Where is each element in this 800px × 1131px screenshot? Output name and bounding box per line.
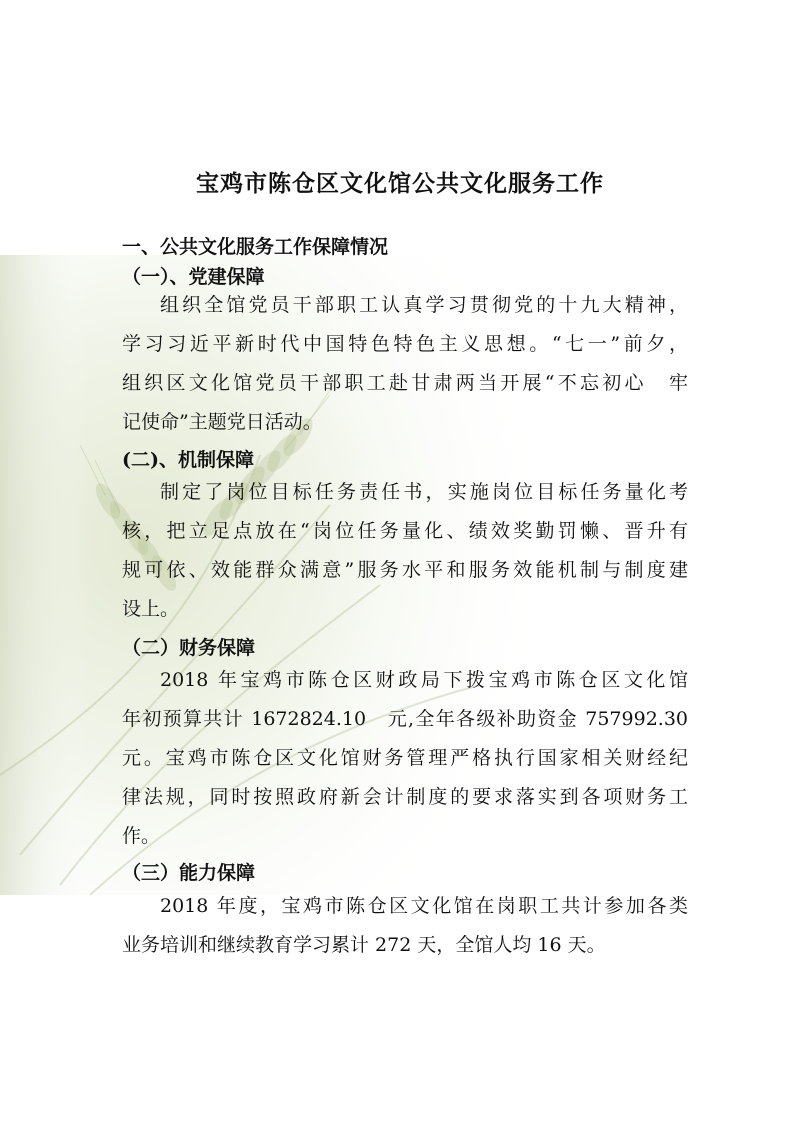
text-line: 记使命”主题党日活动。 [122, 411, 322, 433]
document-title: 宝鸡市陈仓区文化馆公共文化服务工作 [196, 170, 604, 197]
text-line: 制定了岗位目标任务责任书，实施岗位目标任务量化考 [160, 481, 688, 503]
text-line: 组织全馆党员干部职工认真学习贯彻党的十九大精神， [160, 294, 688, 316]
text-line: 核，把立足点放在“岗位任务量化、绩效奖勤罚懒、晋升有 [122, 520, 688, 542]
paragraph-finance [122, 661, 688, 856]
subsection-heading-party: （一）、党建保障 [122, 266, 265, 288]
text-line: 律法规，同时按照政府新会计制度的要求落实到各项财务工 [122, 786, 688, 808]
text-line: 2018 年宝鸡市陈仓区财政局下拨宝鸡市陈仓区文化馆 [160, 669, 688, 691]
paragraph-capacity [122, 887, 688, 965]
text-line: 元。宝鸡市陈仓区文化馆财务管理严格执行国家相关财经纪 [122, 747, 688, 769]
text-line: 组织区文化馆党员干部职工赴甘肃两当开展“不忘初心 牢 [122, 372, 688, 394]
text-line: 作。 [122, 825, 161, 847]
subsection-heading-mechanism: (二)、机制保障 [122, 449, 254, 471]
text-line: 规可依、效能群众满意”服务水平和服务效能机制与制度建 [122, 559, 688, 581]
text-line: 年初预算共计 1672824.10 元,全年各级补助资金 757992.30 [122, 708, 688, 730]
paragraph-mechanism [122, 473, 688, 629]
paragraph-party [122, 286, 688, 442]
text-line: 设上。 [122, 598, 180, 620]
subsection-heading-finance: （二）财务保障 [122, 637, 256, 659]
text-line: 2018 年度，宝鸡市陈仓区文化馆在岗职工共计参加各类 [160, 895, 688, 917]
text-line: 学习习近平新时代中国特色特色主义思想。“七一”前夕， [122, 333, 688, 355]
text-line: 业务培训和继续教育学习累计 272 天，全馆人均 16 天。 [122, 934, 606, 956]
subsection-heading-capacity: （三）能力保障 [122, 862, 256, 884]
section-heading: 一、公共文化服务工作保障情况 [122, 236, 389, 258]
